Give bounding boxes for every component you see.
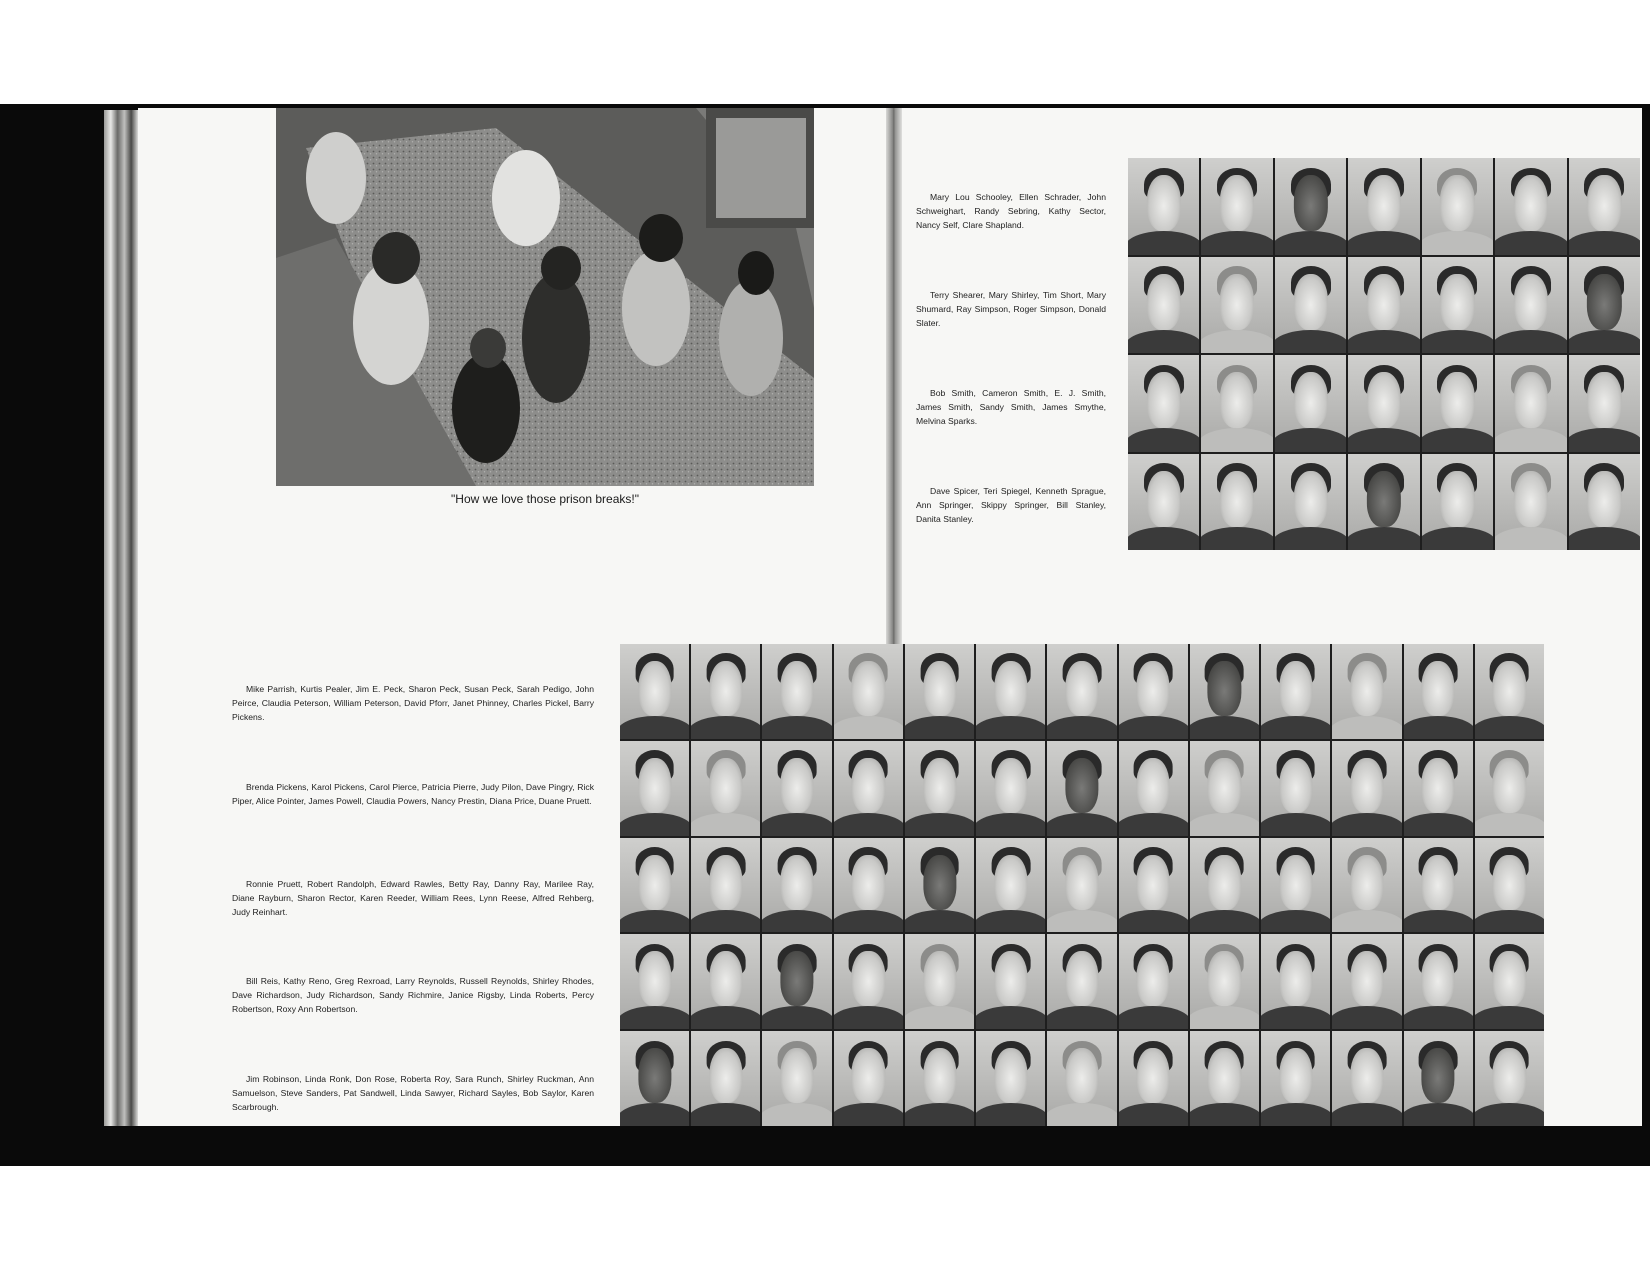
scanner-background-left [0, 104, 104, 1166]
student-portrait [834, 934, 903, 1029]
student-portrait [620, 644, 689, 739]
student-portrait [1047, 934, 1116, 1029]
student-portrait [1495, 158, 1566, 255]
portrait-grid-bottom-spread [620, 644, 1544, 1126]
student-portrait [1475, 934, 1544, 1029]
student-portrait [620, 1031, 689, 1126]
student-portrait [1404, 838, 1473, 933]
student-portrait [1422, 454, 1493, 551]
student-portrait [1261, 934, 1330, 1029]
student-portrait [762, 741, 831, 836]
student-portrait [1495, 454, 1566, 551]
student-portrait [691, 644, 760, 739]
student-portrait [1261, 644, 1330, 739]
name-list-block: Bill Reis, Kathy Reno, Greg Rexroad, Larry Reynolds, Russell Reynolds, Shirley Rhodes, Dave Richardson, Judy Richardson, Sandy Richmire, Janice Rigsby, Linda Roberts, Percy Robertson, Roxy Ann Robertson. [232, 976, 594, 1014]
student-portrait [1201, 158, 1272, 255]
student-portrait [1261, 1031, 1330, 1126]
student-portrait [1348, 355, 1419, 452]
student-portrait [1275, 158, 1346, 255]
student-portrait [1475, 1031, 1544, 1126]
student-portrait [1047, 838, 1116, 933]
student-portrait [762, 934, 831, 1029]
student-portrait [1119, 644, 1188, 739]
photo-caption: "How we love those prison breaks!" [451, 492, 639, 506]
student-portrait [1404, 934, 1473, 1029]
scanner-background-right [1642, 104, 1650, 1166]
student-portrait [620, 741, 689, 836]
student-portrait [1190, 644, 1259, 739]
student-portrait [905, 644, 974, 739]
student-portrait [1128, 355, 1199, 452]
student-portrait [1261, 838, 1330, 933]
student-portrait [1261, 741, 1330, 836]
student-portrait [1275, 355, 1346, 452]
student-portrait [691, 741, 760, 836]
student-portrait [1422, 355, 1493, 452]
student-portrait [762, 838, 831, 933]
student-portrait [1569, 454, 1640, 551]
student-portrait [691, 838, 760, 933]
student-portrait [976, 838, 1045, 933]
student-portrait [1569, 355, 1640, 452]
portrait-grid-top-right [1128, 158, 1640, 550]
student-portrait [1569, 158, 1640, 255]
name-list-block: Dave Spicer, Teri Spiegel, Kenneth Sprague, Ann Springer, Skippy Springer, Bill Stanley, Danita Stanley. [916, 486, 1106, 524]
page-stack-edge [104, 110, 138, 1126]
student-portrait [976, 644, 1045, 739]
student-portrait [1190, 1031, 1259, 1126]
student-portrait [976, 741, 1045, 836]
student-portrait [1332, 838, 1401, 933]
student-portrait [1275, 454, 1346, 551]
student-portrait [834, 644, 903, 739]
student-portrait [1495, 355, 1566, 452]
student-portrait [1475, 741, 1544, 836]
student-portrait [1201, 257, 1272, 354]
student-portrait [905, 1031, 974, 1126]
student-portrait [976, 1031, 1045, 1126]
student-portrait [1475, 838, 1544, 933]
student-portrait [1404, 741, 1473, 836]
student-portrait [976, 934, 1045, 1029]
student-portrait [834, 741, 903, 836]
scanner-background-bottom [0, 1126, 1650, 1166]
student-portrait [1348, 158, 1419, 255]
student-portrait [1332, 741, 1401, 836]
student-portrait [1201, 355, 1272, 452]
name-list-block: Bob Smith, Cameron Smith, E. J. Smith, James Smith, Sandy Smith, James Smythe, Melvina Sparks. [916, 388, 1106, 426]
student-portrait [691, 934, 760, 1029]
student-portrait [762, 644, 831, 739]
student-portrait [691, 1031, 760, 1126]
student-portrait [1128, 454, 1199, 551]
student-portrait [1275, 257, 1346, 354]
name-list-block: Terry Shearer, Mary Shirley, Tim Short, Mary Shumard, Ray Simpson, Roger Simpson, Donald Slater. [916, 290, 1106, 328]
student-portrait [1569, 257, 1640, 354]
student-portrait [1201, 454, 1272, 551]
student-portrait [1119, 838, 1188, 933]
candid-hallway-photo [276, 108, 814, 486]
student-portrait [1422, 257, 1493, 354]
student-portrait [834, 838, 903, 933]
name-list-block: Ronnie Pruett, Robert Randolph, Edward Rawles, Betty Ray, Danny Ray, Marilee Ray, Diane Rayburn, Sharon Rector, Karen Reeder, William Rees, Lynn Reese, Alfred Rehberg, Judy Reinhart. [232, 879, 594, 917]
student-portrait [1047, 1031, 1116, 1126]
student-portrait [1332, 644, 1401, 739]
student-portrait [1332, 1031, 1401, 1126]
student-portrait [620, 934, 689, 1029]
student-portrait [1422, 158, 1493, 255]
student-portrait [1190, 838, 1259, 933]
student-portrait [1128, 257, 1199, 354]
student-portrait [1348, 257, 1419, 354]
student-portrait [905, 838, 974, 933]
student-portrait [1404, 1031, 1473, 1126]
student-portrait [1190, 934, 1259, 1029]
student-portrait [762, 1031, 831, 1126]
student-portrait [1119, 934, 1188, 1029]
student-portrait [905, 934, 974, 1029]
student-portrait [905, 741, 974, 836]
name-list-block: Mary Lou Schooley, Ellen Schrader, John Schweighart, Randy Sebring, Kathy Sector, Nancy Self, Clare Shapland. [916, 192, 1106, 230]
student-portrait [834, 1031, 903, 1126]
name-list-block: Mike Parrish, Kurtis Pealer, Jim E. Peck, Sharon Peck, Susan Peck, Sarah Pedigo, John Peirce, Claudia Peterson, William Peterson, David Pforr, Janet Phinney, Charles Pickel, Barry Pickens. [232, 684, 594, 722]
name-list-block: Brenda Pickens, Karol Pickens, Carol Pierce, Patricia Pierre, Judy Pilon, Dave Pingry, Rick Piper, Alice Pointer, James Powell, Claudia Powers, Nancy Prestin, Diana Price, Duane Pruett. [232, 782, 594, 806]
student-portrait [1495, 257, 1566, 354]
student-portrait [1348, 454, 1419, 551]
student-portrait [620, 838, 689, 933]
student-portrait [1047, 741, 1116, 836]
student-portrait [1475, 644, 1544, 739]
student-portrait [1119, 741, 1188, 836]
student-portrait [1128, 158, 1199, 255]
student-portrait [1190, 741, 1259, 836]
student-portrait [1047, 644, 1116, 739]
student-portrait [1119, 1031, 1188, 1126]
student-portrait [1404, 644, 1473, 739]
student-portrait [1332, 934, 1401, 1029]
name-list-block: Jim Robinson, Linda Ronk, Don Rose, Roberta Roy, Sara Runch, Shirley Ruckman, Ann Samuelson, Steve Sanders, Pat Sandwell, Linda Sawyer, Richard Sayles, Bob Saylor, Karen Scarbrough. [232, 1074, 594, 1112]
